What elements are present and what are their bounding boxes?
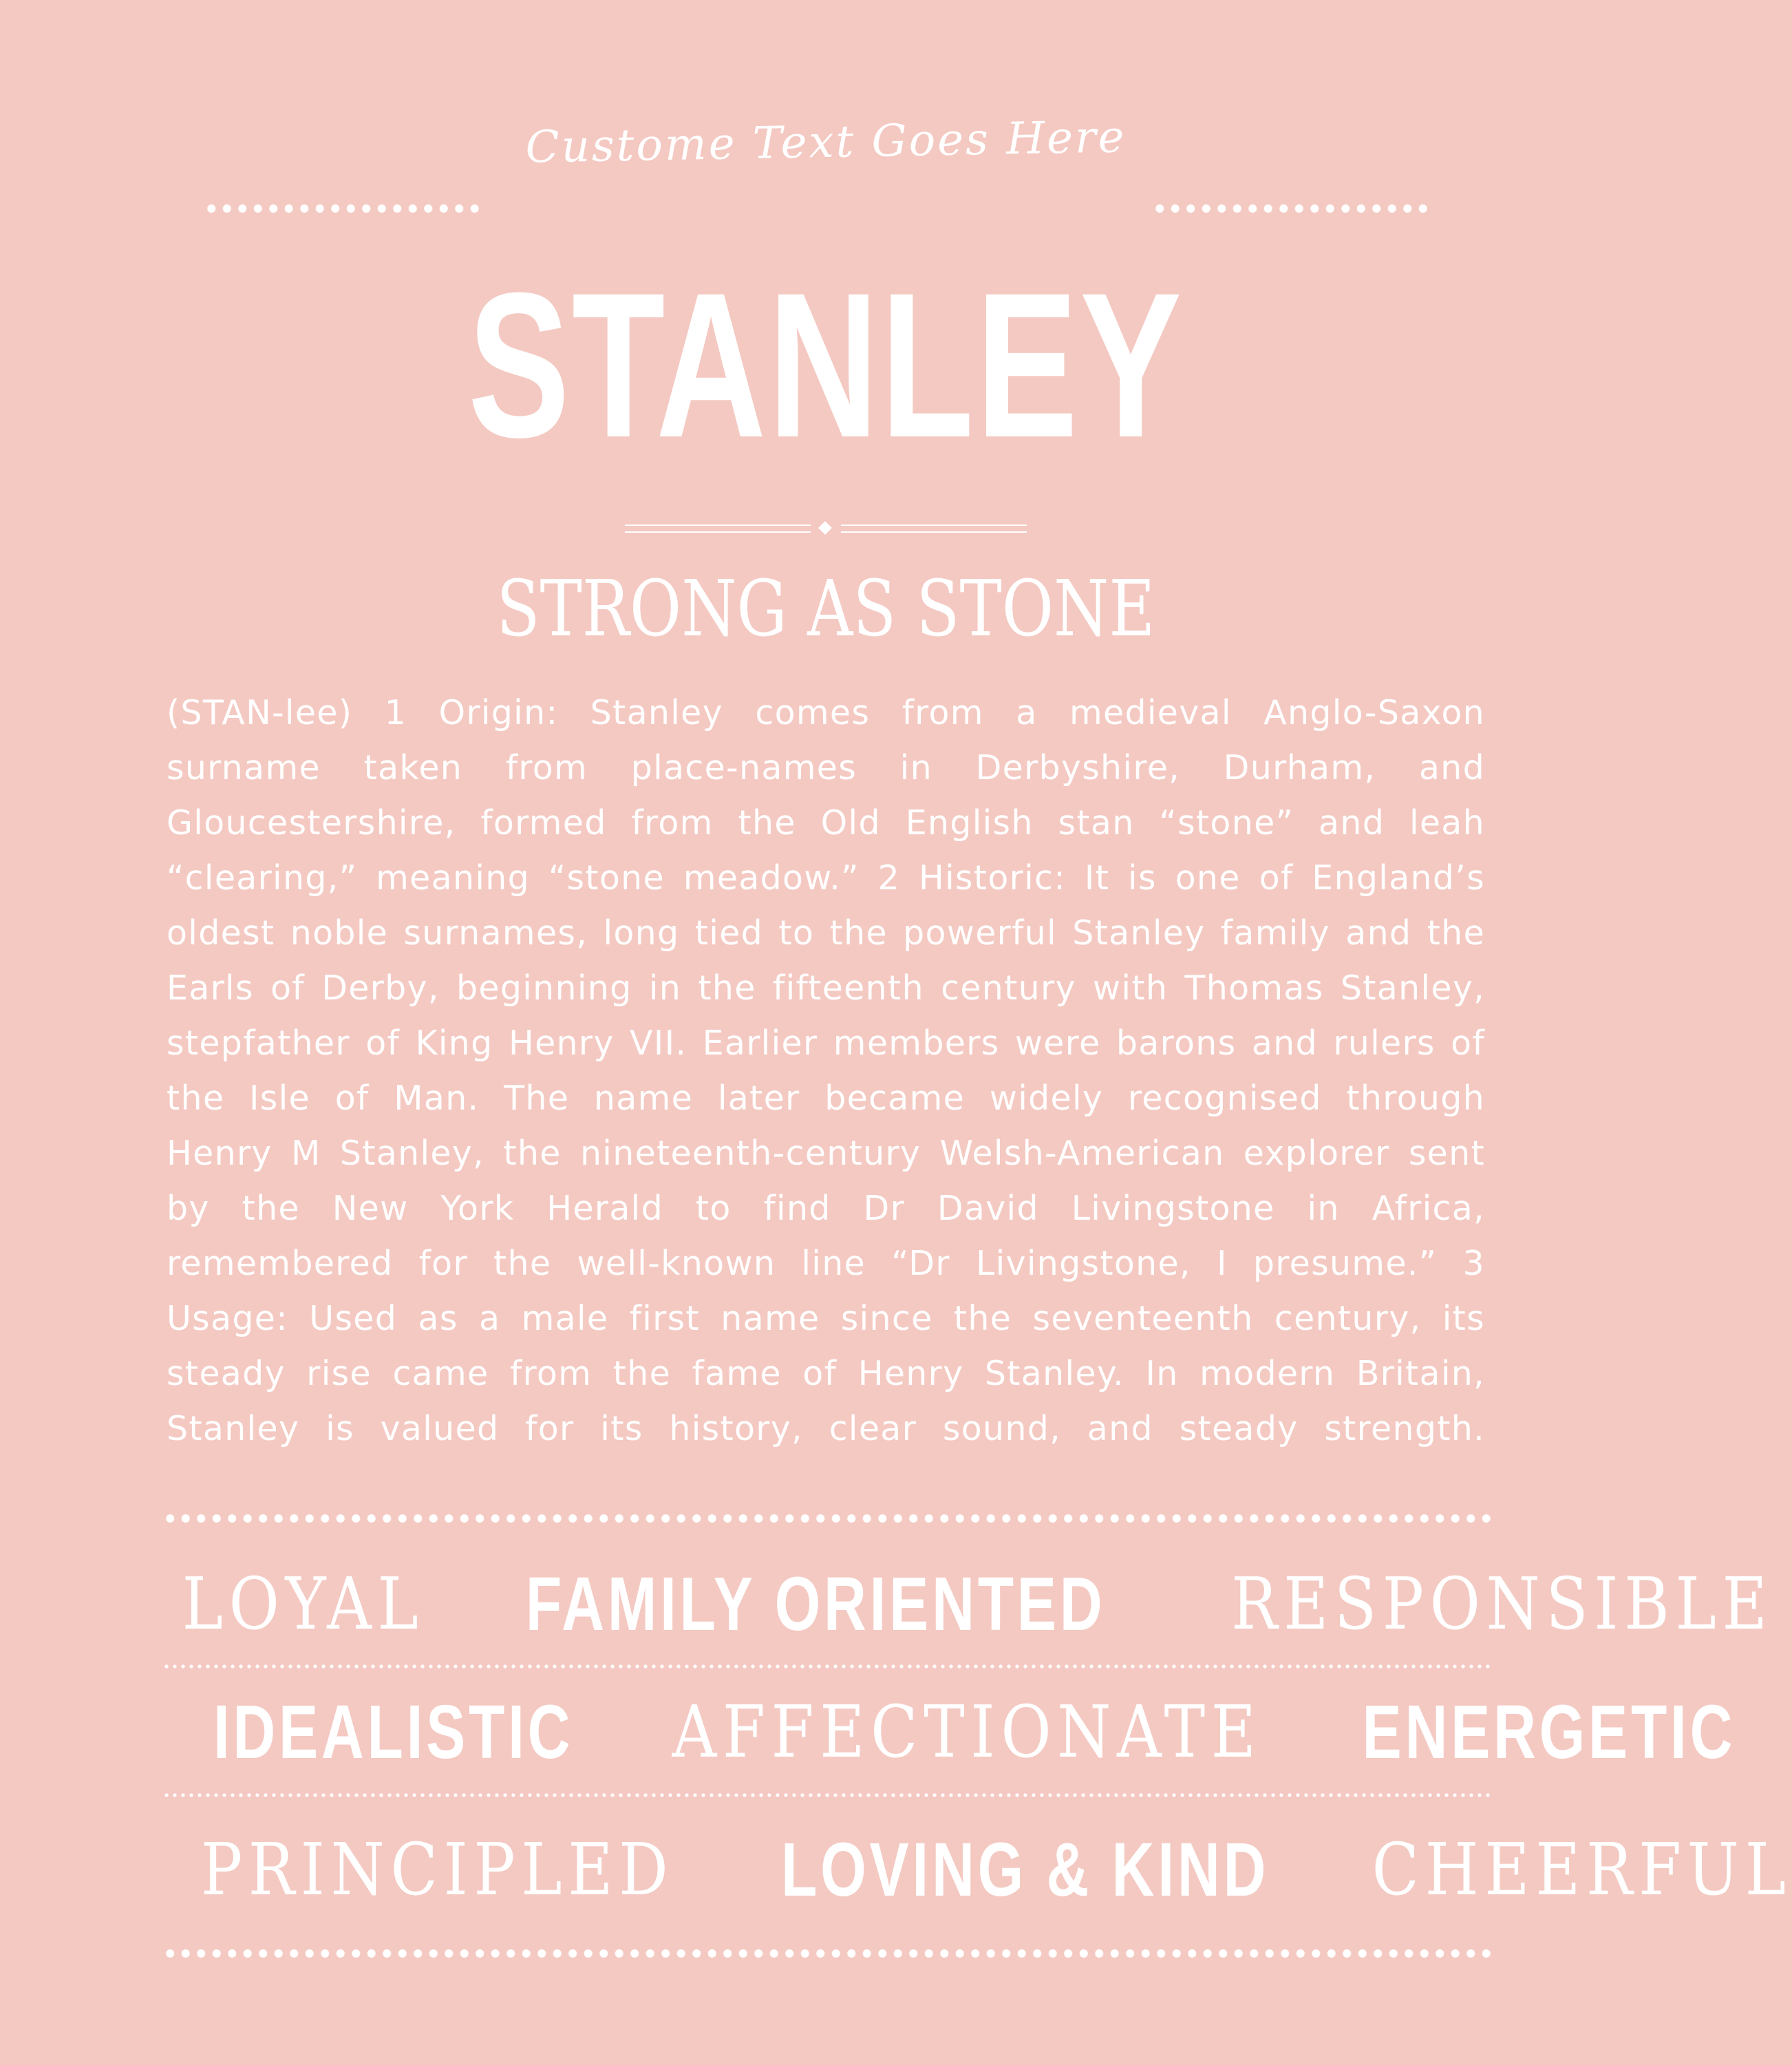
diamond-icon: [818, 521, 832, 535]
dotted-divider-middle: [162, 1514, 1491, 1523]
dotted-divider-top-right: [1152, 204, 1434, 213]
traits-row-1: [162, 1559, 1773, 1649]
ornament-divider: [619, 520, 1032, 540]
name-meaning: STRONG AS STONE: [496, 564, 1155, 654]
traits-row-3: [162, 1825, 1792, 1914]
trait-loyal: LOYAL: [182, 1562, 425, 1646]
trait-family-oriented: FAMILY ORIENTED: [525, 1561, 1106, 1646]
trait-affectionate: AFFECTIONATE: [672, 1690, 1262, 1774]
custom-text-script: Custome Text Goes Here: [525, 112, 1127, 173]
trait-energetic: ENERGETIC: [1363, 1689, 1736, 1775]
traits-row-2: [162, 1687, 1736, 1777]
trait-principled: PRINCIPLED: [200, 1828, 674, 1912]
name-description: (STAN-lee) 1 Origin: Stanley comes from a medieval Anglo-Saxon surname taken from place-names in Derbyshire, Durham, and Gloucestershire, formed from the Old English stan “stone” and leah “clearing,” meaning “stone meadow.” 2 Historic: It is one of England’s oldest noble surnames, long tied to the powerful Stanley family and the Earls of Derby, beginning in the fifteenth century with Thomas Stanley, stepfather of King Henry VII. Earlier members were barons and rulers of the Isle of Man. The name later became widely recognised through Henry M Stanley, the nineteenth-century Welsh-American explorer sent by the New York Herald to find Dr David Livingstone in Africa, remembered for the well-known line “Dr Livingstone, I presume.” 3 Usage: Used as a male first name since the seventeenth century, its steady rise came from the fame of Henry Stanley. In modern Britain, Stanley is valued for its history, clear sound, and steady strength.: [167, 693, 1485, 1448]
trait-loving-and-kind: LOVING & KIND: [781, 1827, 1270, 1912]
dotted-separator-1: [162, 1664, 1491, 1669]
dotted-separator-2: [162, 1793, 1491, 1797]
dotted-divider-bottom: [162, 1949, 1491, 1958]
dotted-divider-top-left: [204, 204, 486, 213]
trait-idealistic: IDEALISTIC: [213, 1689, 574, 1775]
name-title: STANLEY: [467, 249, 1184, 480]
ornament-line-right: [841, 525, 1027, 533]
trait-cheerful: CHEERFUL: [1372, 1828, 1792, 1912]
ornament-line-left: [625, 525, 811, 533]
trait-responsible: RESPONSIBLE: [1231, 1562, 1773, 1646]
